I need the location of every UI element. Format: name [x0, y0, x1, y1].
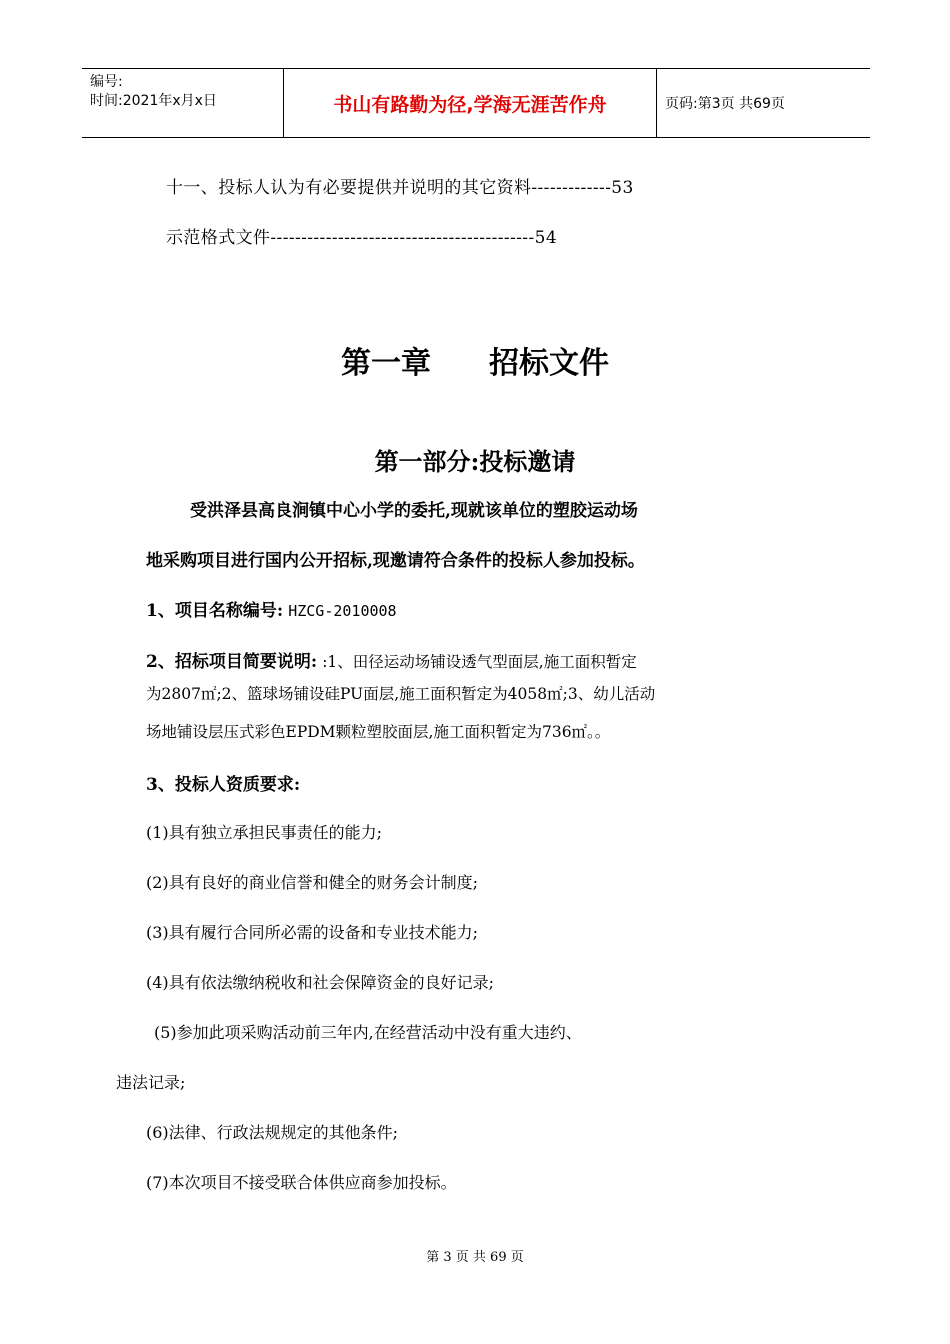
header-number: 编号: [90, 74, 123, 90]
chapter-name: 招标文件 [489, 346, 609, 381]
requirement-item: (6)法律、行政法规规定的其他条件; [146, 1123, 399, 1142]
intro-line: 地采购项目进行国内公开招标,现邀请符合条件的投标人参加投标。 [146, 551, 645, 571]
item-label: 2、招标项目简要说明: [146, 652, 318, 672]
intro-line: 受洪泽县高良涧镇中心小学的委托,现就该单位的塑胶运动场 [190, 501, 638, 521]
item-brief-description [146, 647, 637, 672]
requirement-item: (7)本次项目不接受联合体供应商参加投标。 [146, 1173, 457, 1192]
toc-entry: 示范格式文件-------------------------------------------54 [166, 228, 558, 248]
header-meta [82, 69, 283, 137]
item-qualification-heading: 3、投标人资质要求: [146, 775, 301, 795]
page-header [82, 68, 870, 138]
requirement-item: 违法记录; [116, 1073, 186, 1092]
header-motto: 书山有路勤为径,学海无涯苦作舟 [283, 69, 657, 137]
requirement-item: (1)具有独立承担民事责任的能力; [146, 823, 383, 842]
requirement-item: (4)具有依法缴纳税收和社会保障资金的良好记录; [146, 973, 495, 992]
item-project-number [146, 596, 397, 621]
toc-entry: 十一、投标人认为有必要提供并说明的其它资料-------------53 [166, 178, 634, 198]
requirement-item: (2)具有良好的商业信誉和健全的财务会计制度; [146, 873, 479, 892]
item-text: 为2807㎡;2、篮球场铺设硅PU面层,施工面积暂定为4058㎡;3、幼儿活动 [146, 685, 656, 703]
chapter-number: 第一章 [341, 346, 431, 381]
item-text: :1、田径运动场铺设透气型面层,施工面积暂定 [322, 653, 637, 671]
page-footer: 第 3 页 共 69 页 [426, 1250, 524, 1265]
header-date: 时间:2021年x月x日 [90, 93, 217, 109]
project-number-value: HZCG-2010008 [288, 602, 397, 620]
requirement-item: (3)具有履行合同所必需的设备和专业技术能力; [146, 923, 479, 942]
chapter-title [0, 338, 950, 382]
item-label: 1、项目名称编号: [146, 601, 284, 621]
part-title: 第一部分:投标邀请 [374, 447, 576, 476]
item-text: 场地铺设层压式彩色EPDM颗粒塑胶面层,施工面积暂定为736㎡。。 [146, 723, 611, 741]
header-page-number: 页码:第3页 共69页 [665, 96, 785, 112]
requirement-item: (5)参加此项采购活动前三年内,在经营活动中没有重大违约、 [154, 1023, 582, 1042]
